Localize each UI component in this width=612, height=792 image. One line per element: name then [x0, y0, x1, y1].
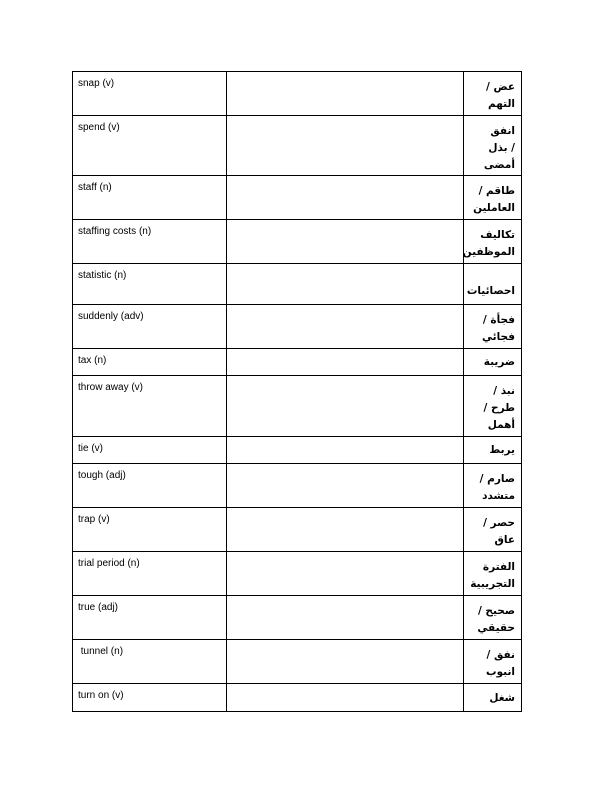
vocabulary-table [72, 71, 522, 712]
english-term-cell [73, 349, 227, 376]
table-row [73, 349, 522, 376]
arabic-translation: عض / التهم [486, 81, 515, 110]
english-term-cell [73, 437, 227, 464]
blank-cell [227, 640, 464, 684]
blank-cell [227, 305, 464, 349]
arabic-translation-cell [464, 376, 522, 437]
english-term: statistic (n) [78, 270, 127, 281]
blank-cell [227, 220, 464, 264]
blank-cell [227, 116, 464, 176]
arabic-translation: نفق / انبوب [486, 649, 515, 678]
english-term-cell [73, 508, 227, 552]
english-term: tax (n) [78, 355, 107, 366]
blank-cell [227, 464, 464, 508]
arabic-translation: صارم / متشدد [479, 473, 515, 502]
arabic-translation: صحيح / حقيقي [477, 605, 515, 634]
blank-cell [227, 264, 464, 305]
arabic-translation: انفق / بذل أمضى [483, 125, 515, 171]
english-term-cell [73, 176, 227, 220]
english-term-cell [73, 684, 227, 712]
arabic-translation: طاقم / العاملين [473, 185, 515, 214]
english-term-cell [73, 640, 227, 684]
english-term: trial period (n) [78, 558, 140, 569]
table-row [73, 640, 522, 684]
arabic-translation: تكاليف الموظفين [462, 229, 515, 258]
english-term: staffing costs (n) [78, 226, 152, 237]
english-term: tunnel (n) [78, 646, 124, 657]
arabic-translation: الفترة التجريبية [470, 561, 515, 590]
vocabulary-table-body [73, 72, 522, 712]
blank-cell [227, 508, 464, 552]
english-term: snap (v) [78, 78, 115, 89]
arabic-translation-cell [464, 640, 522, 684]
arabic-translation-cell [464, 349, 522, 376]
arabic-translation-cell [464, 116, 522, 176]
table-row [73, 464, 522, 508]
table-row [73, 116, 522, 176]
english-term-cell [73, 116, 227, 176]
blank-cell [227, 684, 464, 712]
blank-cell [227, 437, 464, 464]
english-term: tie (v) [78, 443, 103, 454]
arabic-translation-cell [464, 508, 522, 552]
arabic-translation-cell [464, 596, 522, 640]
english-term-cell [73, 376, 227, 437]
arabic-translation: حصر / عاق [483, 517, 515, 546]
arabic-translation: ضريبة [483, 356, 515, 368]
english-term: suddenly (adv) [78, 311, 144, 322]
arabic-translation-cell [464, 176, 522, 220]
english-term-cell [73, 305, 227, 349]
english-term: turn on (v) [78, 690, 124, 701]
arabic-translation: شغل [489, 692, 515, 704]
english-term-cell [73, 220, 227, 264]
blank-cell [227, 176, 464, 220]
arabic-translation-cell [464, 72, 522, 116]
english-term-cell [73, 264, 227, 305]
english-term: throw away (v) [78, 382, 144, 393]
arabic-translation-cell [464, 552, 522, 596]
table-row [73, 552, 522, 596]
english-term-cell [73, 72, 227, 116]
arabic-translation: احصائيات [466, 285, 515, 297]
blank-cell [227, 552, 464, 596]
arabic-translation-cell [464, 437, 522, 464]
table-row [73, 264, 522, 305]
arabic-translation-cell [464, 464, 522, 508]
english-term-cell [73, 596, 227, 640]
english-term: staff (n) [78, 182, 112, 193]
arabic-translation: نبذ / طرح / أهمل [483, 385, 515, 431]
arabic-translation-cell [464, 264, 522, 305]
arabic-translation-cell [464, 684, 522, 712]
table-row [73, 305, 522, 349]
blank-cell [227, 349, 464, 376]
blank-cell [227, 72, 464, 116]
table-row [73, 684, 522, 712]
table-row [73, 176, 522, 220]
table-row [73, 508, 522, 552]
table-row [73, 596, 522, 640]
table-row [73, 72, 522, 116]
table-row [73, 220, 522, 264]
arabic-translation-cell [464, 305, 522, 349]
english-term: spend (v) [78, 122, 120, 133]
arabic-translation: يربط [489, 444, 515, 456]
table-row [73, 376, 522, 437]
table-row [73, 437, 522, 464]
arabic-translation-cell [464, 220, 522, 264]
english-term: true (adj) [78, 602, 119, 613]
blank-cell [227, 376, 464, 437]
english-term-cell [73, 464, 227, 508]
blank-cell [227, 596, 464, 640]
arabic-translation: فجأة / فجائي [482, 314, 515, 343]
english-term-cell [73, 552, 227, 596]
english-term: tough (adj) [78, 470, 126, 481]
english-term: trap (v) [78, 514, 110, 525]
